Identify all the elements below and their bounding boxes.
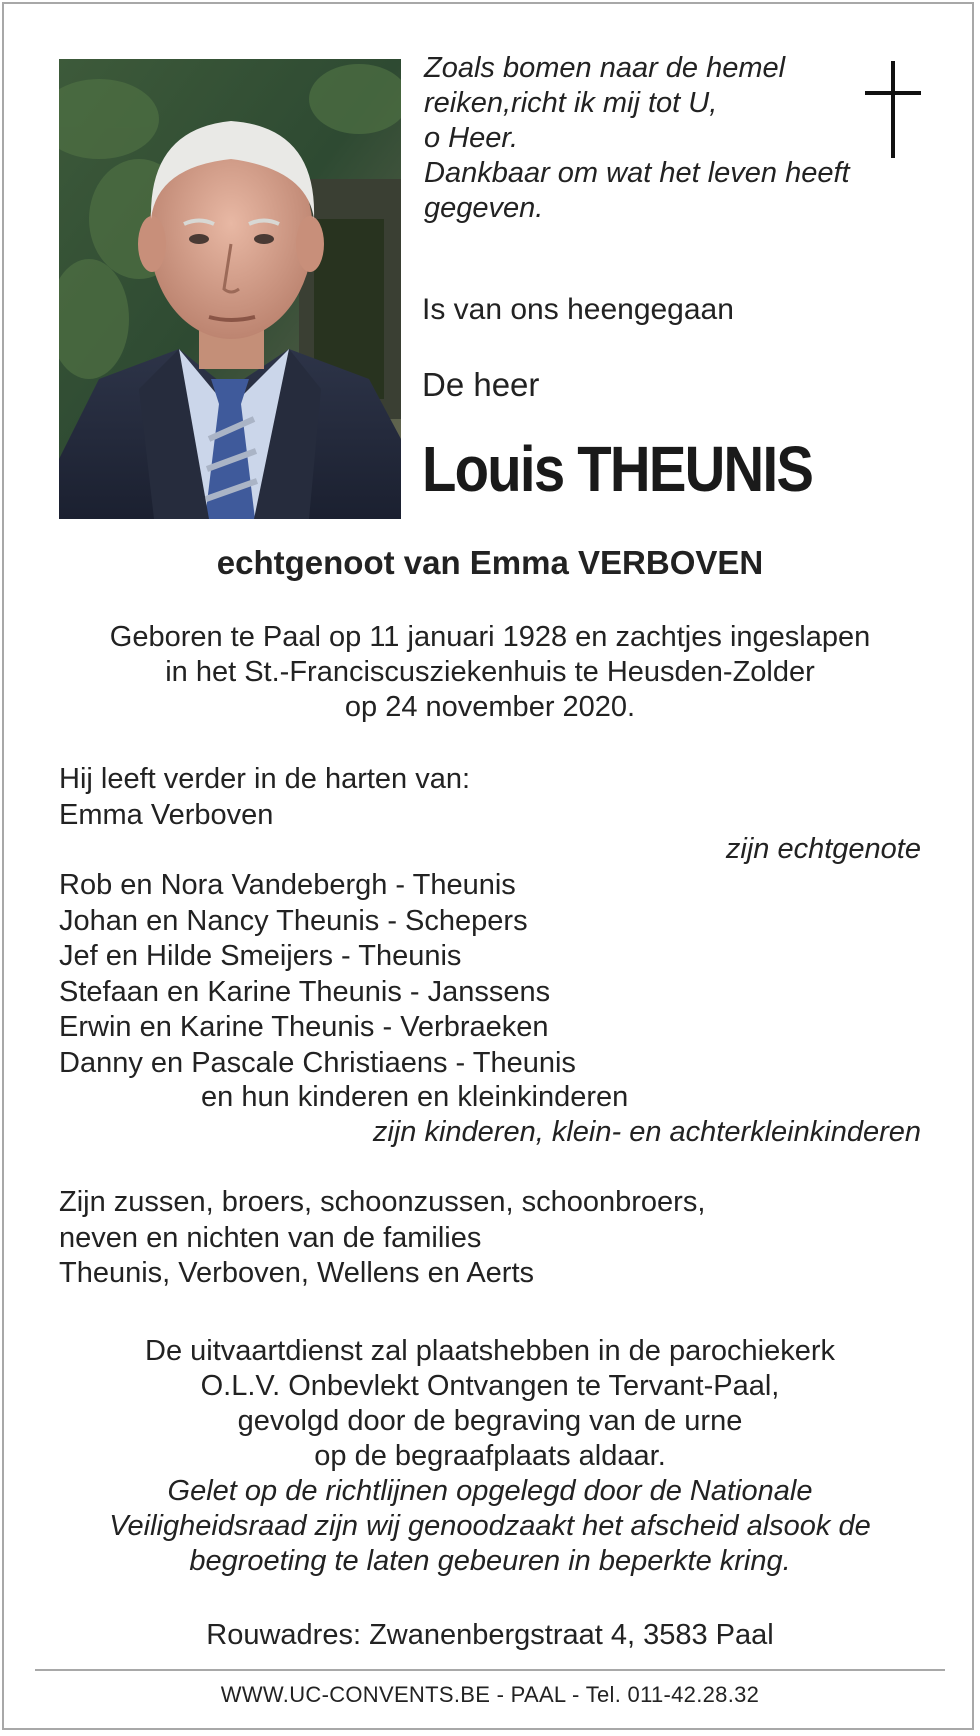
spouse-line: echtgenoot van Emma VERBOVEN: [216, 544, 764, 581]
children-list: [59, 868, 576, 1081]
family-line: neven en nichten van de families: [59, 1221, 482, 1254]
quote-line: o Heer.: [424, 122, 519, 154]
funeral-line: gevolgd door de begraving van de urne: [237, 1405, 743, 1437]
quote-line: Dankbaar om wat het leven heeft: [424, 157, 850, 189]
quote-line: reiken,richt ik mij tot U,: [424, 87, 718, 119]
deceased-name: Louis THEUNIS: [422, 433, 813, 505]
grandchildren-line: en hun kinderen en kleinkinderen: [201, 1081, 629, 1113]
announcement: Is van ons heengegaan: [422, 293, 734, 326]
title: De heer: [422, 366, 540, 403]
funeral-line: op de begraafplaats aldaar.: [314, 1440, 666, 1472]
spouse-role: zijn echtgenote: [725, 833, 921, 865]
footer: WWW.UC-CONVENTS.BE - PAAL - Tel. 011-42.28.32: [220, 1682, 760, 1707]
funeral-info: [0, 1334, 980, 1579]
family-list: [59, 1185, 705, 1292]
quote-line: gegeven.: [424, 192, 544, 224]
notice-line: Gelet op de richtlijnen opgelegd door de Nationale: [167, 1475, 813, 1507]
list-item: Jef en Hilde Smeijers - Theunis: [59, 940, 462, 972]
list-item: Johan en Nancy Theunis - Schepers: [59, 904, 528, 937]
spouse-name: Emma Verboven: [59, 798, 274, 831]
family-line: Theunis, Verboven, Wellens en Aerts: [59, 1257, 535, 1289]
funeral-line: O.L.V. Onbevlekt Ontvangen te Tervant-Paal,: [200, 1370, 780, 1402]
birth-death-line: in het St.-Franciscusziekenhuis te Heusden-Zolder: [165, 656, 815, 688]
address: Rouwadres: Zwanenbergstraat 4, 3583 Paal: [206, 1619, 774, 1651]
list-item: Rob en Nora Vandebergh - Theunis: [59, 869, 516, 901]
divider: [35, 1669, 945, 1671]
list-item: Erwin en Karine Theunis - Verbraeken: [59, 1011, 549, 1043]
notice-line: Veiligheidsraad zijn wij genoodzaakt het afscheid alsook de: [109, 1510, 871, 1542]
birth-death-line: op 24 november 2020.: [344, 691, 636, 723]
birth-death: [0, 620, 980, 725]
survivors-intro: [59, 762, 470, 833]
funeral-line: De uitvaartdienst zal plaatshebben in de parochiekerk: [145, 1335, 835, 1367]
portrait-photo: [59, 59, 401, 519]
list-item: Stefaan en Karine Theunis - Janssens: [59, 975, 551, 1008]
list-item: Danny en Pascale Christiaens - Theunis: [59, 1046, 576, 1079]
notice-line: begroeting te laten gebeuren in beperkte kring.: [189, 1545, 791, 1577]
birth-death-line: Geboren te Paal op 11 januari 1928 en zachtjes ingeslapen: [109, 621, 871, 653]
family-line: Zijn zussen, broers, schoonzussen, schoonbroers,: [59, 1186, 706, 1218]
quote: [424, 51, 884, 226]
children-role: zijn kinderen, klein- en achterkleinkinderen: [372, 1116, 921, 1148]
quote-line: Zoals bomen naar de hemel: [424, 52, 786, 84]
survivors-intro-text: Hij leeft verder in de harten van:: [59, 763, 471, 795]
